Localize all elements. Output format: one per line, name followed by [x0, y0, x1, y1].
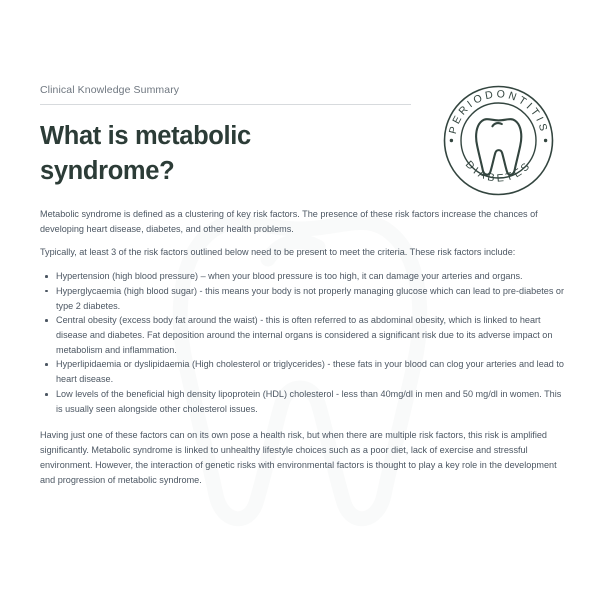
list-item: Hyperglycaemia (high blood sugar) - this means your body is not properly managing glucose which can lead to pre-diabetes or type 2 diabetes.	[40, 284, 570, 313]
list-item: Central obesity (excess body fat around the waist) - this is often referred to as abdominal obesity, which is linked to heart disease and diabetes. Fat deposition around the internal organs is considered a significant risk due to its adverse impact on metabolism and inflammation.	[40, 313, 570, 357]
seal-dot-left	[450, 139, 453, 142]
risk-factors-list	[40, 269, 570, 416]
periodontitis-diabetes-seal	[443, 85, 554, 196]
list-item: Hyperlipidaemia or dyslipidaemia (High cholesterol or triglycerides) - these fats in your blood can clog your arteries and lead to heart disease.	[40, 357, 570, 386]
closing-paragraph: Having just one of these factors can on its own pose a health risk, but when there are multiple risk factors, this risk is amplified significantly. Metabolic syndrome is linked to unhealthy lifestyle choices such as a poor diet, lack of exercise and stressful environment. However, the interaction of genetic risks with environmental factors is thought to play a key role in the development and progression of metabolic syndrome.	[40, 430, 557, 485]
intro-paragraph: Metabolic syndrome is defined as a clustering of key risk factors. The presence of these risk factors increase the chances of developing heart disease, diabetes, and other health problems.	[40, 209, 538, 234]
tooth-icon	[476, 119, 521, 174]
list-item: Hypertension (high blood pressure) – when your blood pressure is too high, it can damage your arteries and organs.	[40, 269, 570, 284]
document-body	[40, 207, 570, 499]
eyebrow-label: Clinical Knowledge Summary	[40, 84, 180, 96]
list-item: Low levels of the beneficial high density lipoprotein (HDL) cholesterol - less than 40mg/dl in men and 50 mg/dl in women. This is usually seen alongside other cholesterol issues.	[40, 387, 570, 416]
seal-bottom-arc-text: DIABETES	[462, 158, 535, 185]
criteria-paragraph: Typically, at least 3 of the risk factors outlined below need to be present to meet the criteria. These risk factors include:	[40, 247, 516, 258]
seal-top-arc-text: PERIODONTITIS	[446, 88, 551, 136]
seal-dot-right	[544, 139, 547, 142]
header-divider	[40, 104, 411, 105]
page-title: What is metabolic syndrome?	[40, 121, 251, 185]
